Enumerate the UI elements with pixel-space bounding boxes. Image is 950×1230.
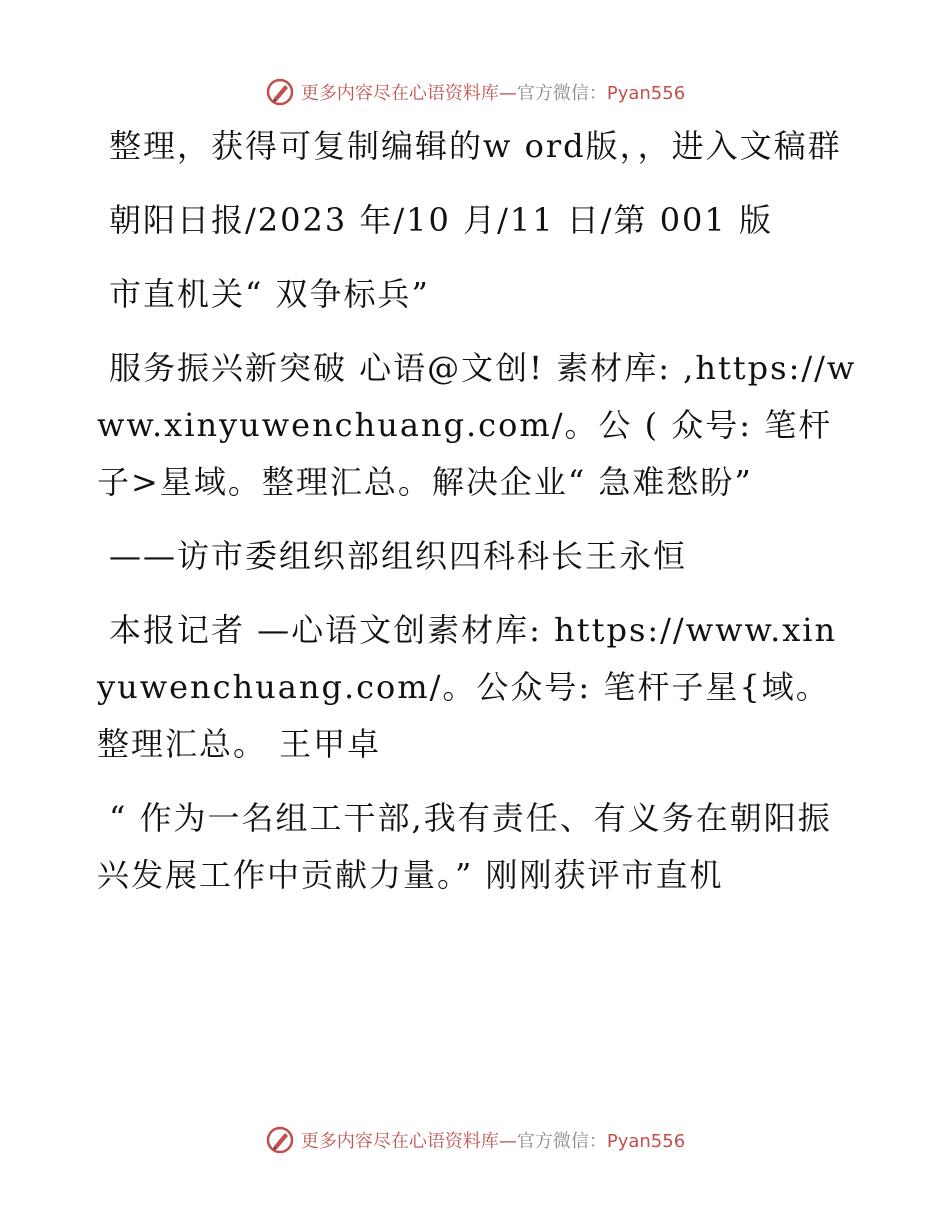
paragraph-intro: 整理，获得可复制编辑的w ord版，，进入文稿群 xyxy=(109,127,842,165)
pen-logo-icon xyxy=(265,1125,295,1155)
watermark-official: 官方微信： xyxy=(516,83,607,104)
paragraph-subtitle: ——访市委组织部组织四科科长王永恒 xyxy=(109,537,688,575)
paragraph-body: “ 作为一名组工干部,我有责任、有义务在朝阳振兴发展工作中贡献力量。” 刚刚获评市直机 xyxy=(97,799,832,894)
watermark-main: 更多内容尽在心语资料库 xyxy=(300,1131,499,1152)
watermark-official: 官方微信： xyxy=(516,1131,607,1152)
watermark-text xyxy=(301,1127,685,1153)
watermark-main: 更多内容尽在心语资料库 xyxy=(300,83,499,104)
footer-watermark xyxy=(0,1120,950,1160)
watermark-id: Pyan556 xyxy=(606,83,686,104)
paragraph-column-title: 市直机关“ 双争标兵” xyxy=(109,275,430,313)
watermark-text xyxy=(301,79,685,105)
paragraph-source: 朝阳日报/2023 年/10 月/11 日/第 001 版 xyxy=(109,201,773,239)
document-body xyxy=(97,118,857,921)
watermark-dash: — xyxy=(498,1131,517,1152)
paragraph-byline: 本报记者 —心语文创素材库: https://www.xinyuwenchuang.com/。公众号: 笔杆子星{域。整理汇总。 王甲卓 xyxy=(97,611,838,763)
watermark-dash: — xyxy=(498,83,517,104)
pen-logo-icon xyxy=(265,77,295,107)
watermark-id: Pyan556 xyxy=(606,1131,686,1152)
header-watermark xyxy=(0,72,950,112)
paragraph-headline: 服务振兴新突破 心语@文创! 素材库: ,https://www.xinyuwenchuang.com/。公 ( 众号: 笔杆子>星域。整理汇总。解决企业“ 急难愁盼” xyxy=(97,349,857,501)
